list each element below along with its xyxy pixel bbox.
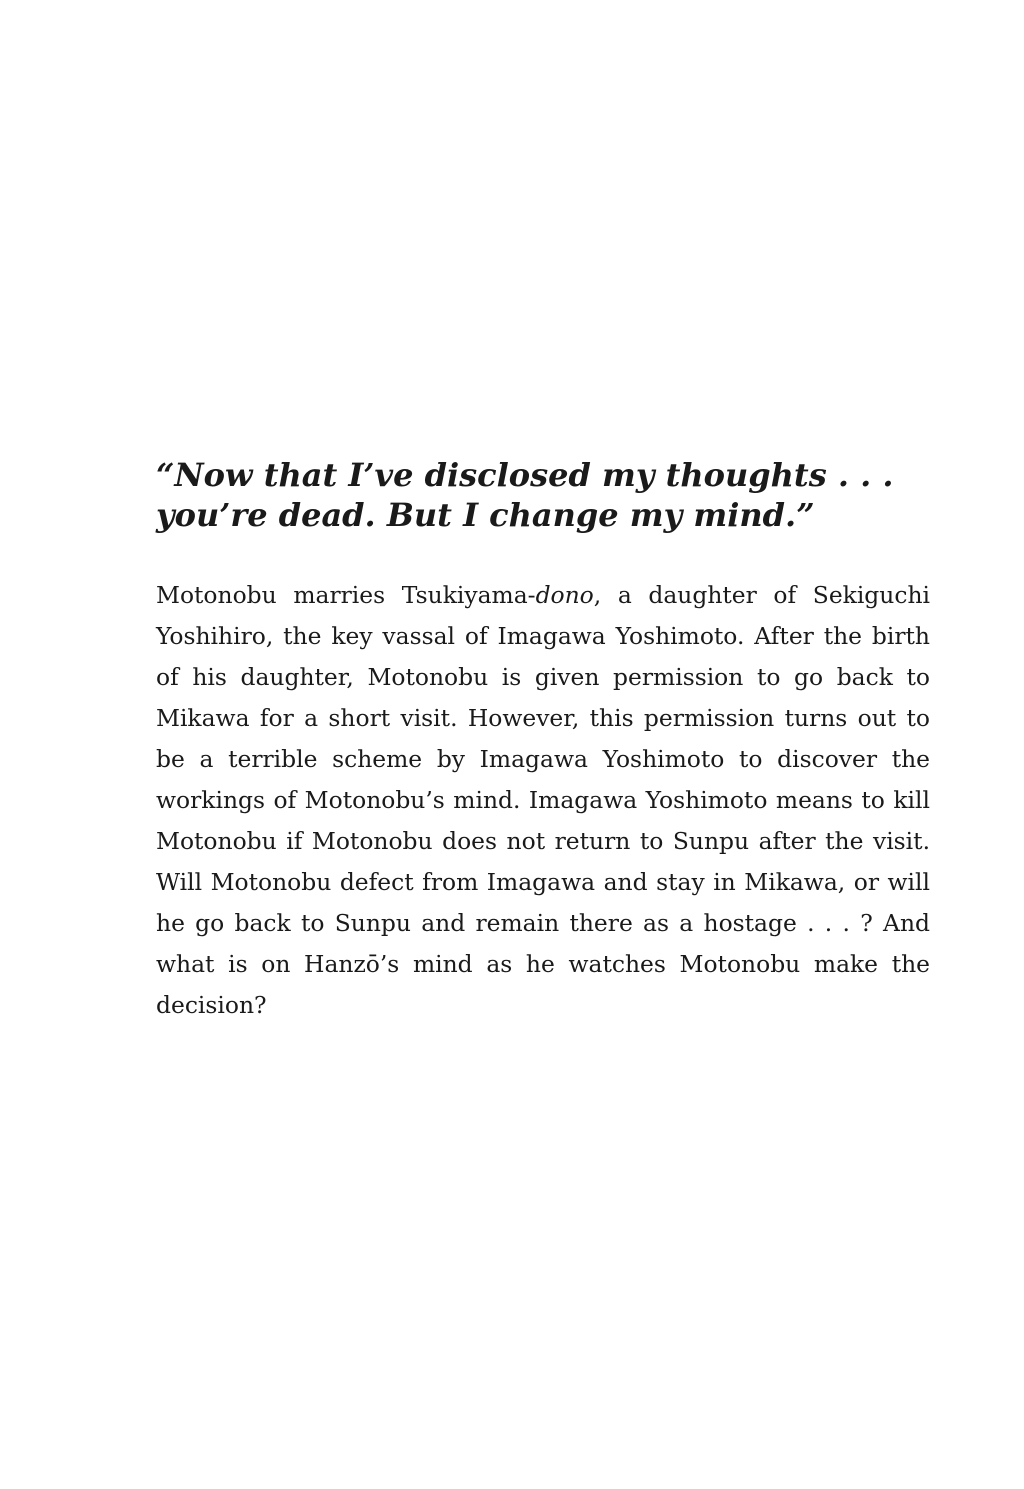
pull-quote-line-2: you’re dead. But I change my mind.” [156,496,815,534]
synopsis-text-rest: , a daughter of Sekiguchi Yoshihiro, the key vassal of Imagawa Yoshimoto. After the birth of his daughter, Motonobu is given permission to go back to Mikawa for a short visit. However, this permission turns out to be a terrible scheme by Imagawa Yoshimoto to discover the workings of Motonobu’s mind. Imagawa Yoshimoto means to kill Motonobu if Motonobu does not return to Sunpu after the visit. Will Motonobu defect from Imagawa and stay in Mikawa, or will he go back to Sunpu and remain there as a hostage . . . ? And what is on Hanzō’s mind as he watches Motonobu make the decision? [156,581,930,1019]
synopsis-emphasis: dono [535,581,594,609]
back-cover-text [156,455,930,1026]
pull-quote-line-1: “Now that I’ve disclosed my thoughts . . . [156,456,894,494]
pull-quote [156,455,930,535]
synopsis-paragraph [156,575,930,1026]
synopsis-text-start: Motonobu marries Tsukiyama- [156,581,536,609]
